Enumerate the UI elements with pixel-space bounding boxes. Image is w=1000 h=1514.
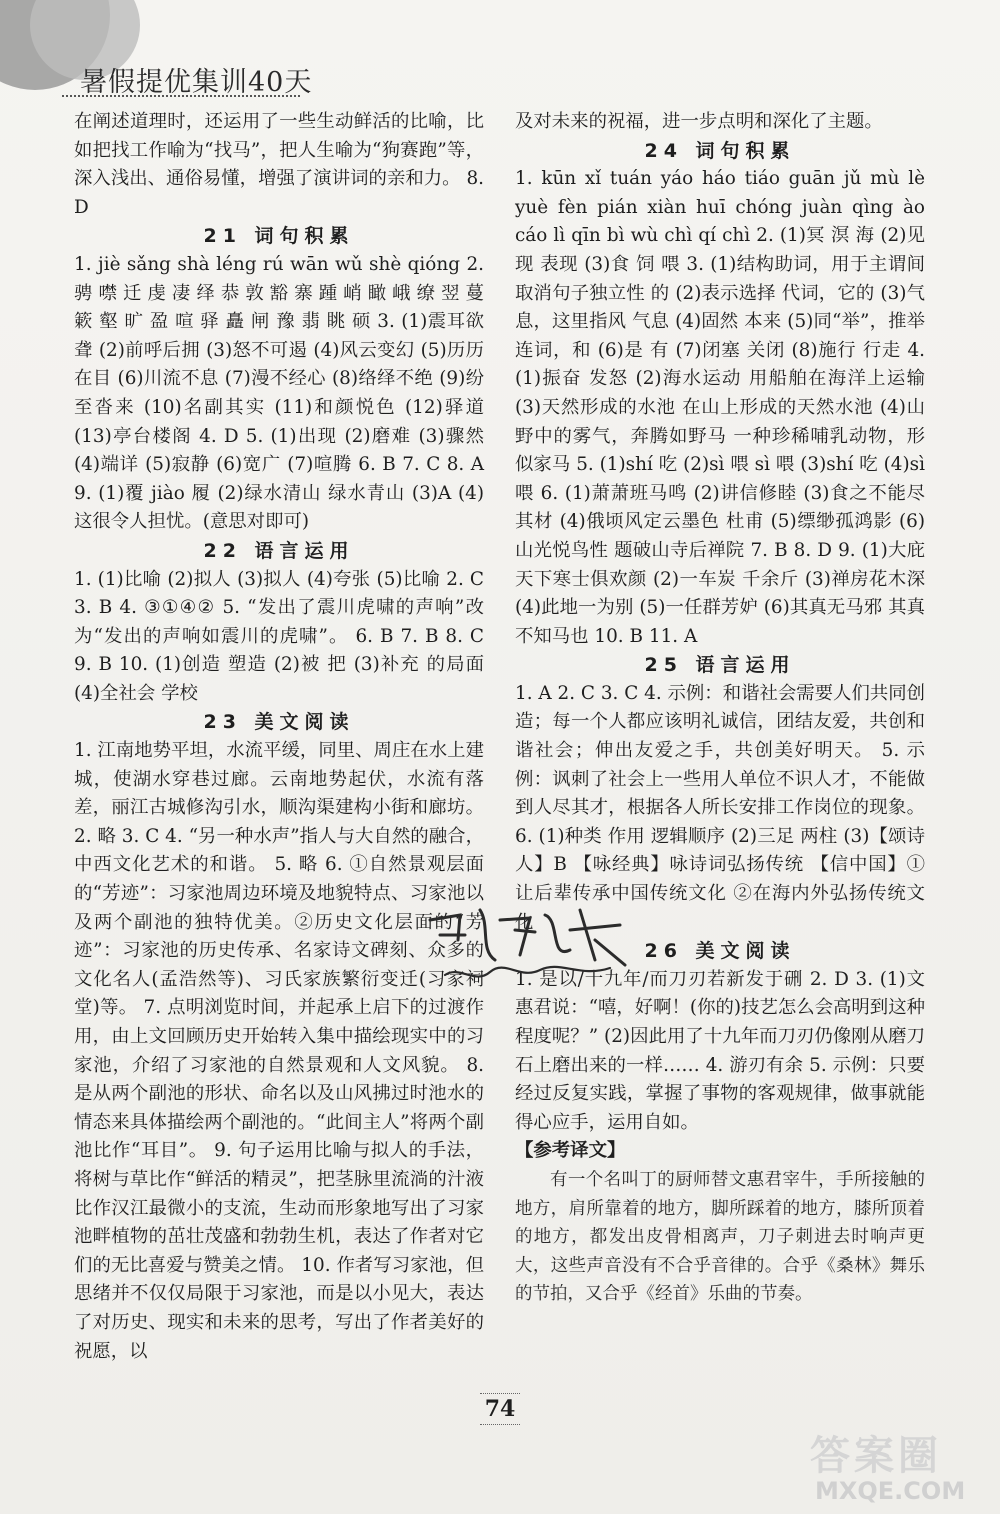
section-heading: 25 语言运用: [644, 654, 796, 677]
reference-translation-label: 【参考译文】: [515, 1140, 626, 1162]
watermark-stamp: 答案圈: [810, 1433, 942, 1479]
answer-paragraph: 1. A 2. C 3. C 4. 示例：和谐社会需要人们共同创造；每一个人都应该明礼诚信，团结友爱，共创和谐社会；伸出友爱之手，共创美好明天。 5. 示例：讽刺了社会上一些用人单位不识人才，不能做到人尽其才，根据各人所长安排工作岗位的现象。 6. (1)种类 作用 逻辑顺序 (2)三足 两柱 (3)【颂诗人】B 【咏经典】咏诗词弘扬传统 【信中国】①让后辈传承中国传统文化 ②在海内外弘扬传统文化: [515, 682, 926, 933]
section-heading: 24 词句积累: [644, 139, 796, 162]
answer-paragraph: 1. 是以/十九年/而刀刃若新发于硎 2. D 3. (1)文惠君说：“嘻，好啊！(你的)技艺怎么会高明到这种程度呢？” (2)因此用了十九年而刀刃仍像刚从磨刀石上磨出来的一样…… 4. 游刃有余 5. 示例：只要经过反复实践，掌握了事物的客观规律，做事就能得心应手，运用自如。: [515, 968, 925, 1133]
header-dotted-line: [62, 95, 300, 97]
book-title: 暑假提优集训40天: [80, 67, 313, 98]
watermark-url: MXQE.COM: [815, 1477, 966, 1505]
section-heading: 22 语言运用: [203, 539, 355, 562]
answer-paragraph: 1. (1)比喻 (2)拟人 (3)拟人 (4)夸张 (5)比喻 2. C 3. B 4. ③①④② 5. “发出了震川虎啸的声响”改为“发出的声响如震川的虎啸”。 6. B 7. B 8. C 9. B 10. (1)创造 塑造 (2)被 把 (3)补充 的局面 (4)全社会 学校: [74, 568, 484, 704]
answer-paragraph: 1. 江南地势平坦，水流平缓，同里、周庄在水上建城，使湖水穿巷过廊。云南地势起伏，水流有落差，丽江古城修沟引水，顺沟渠建构小街和廊坊。 2. 略 3. C 4. “另一种水声”指人与大自然的融合，中西文化艺术的和谐。 5. 略 6. ①自然景观层面的“芳迹”：习家池周边环境及地貌特点、习家池以及两个副池的独特优美。②历史文化层面的“芳迹”：习家池的历史传承、名家诗文碑刻、众多的文化名人(孟浩然等)、习氏家族繁衍变迁(习家祠堂)等。 7. 点明浏览时间，并起承上启下的过渡作用，由上文回顾历史开始转入集中描绘现实中的习家池，介绍了习家池的自然景观和人文风貌。 8. 是从两个副池的形状、命名以及山风拂过时池水的情态来具体描绘两个副池的。“此间主人”将两个副池比作“耳目”。 9. 句子运用比喻与拟人的手法，将树与草比作“鲜活的精灵”，把茎脉里流淌的汁液比作汉江最微小的支流，生动而形象地写出了习家池畔植物的茁壮茂盛和勃勃生机，表达了作者对它们的无比喜爱与赞美之情。 10. 作者写习家池，但思绪并不仅仅局限于习家池，而是以小见大，表达了对历史、现实和未来的思考，写出了作者美好的祝愿，以: [74, 740, 484, 1362]
left-column: [74, 108, 484, 1366]
page-number: 74: [480, 1393, 520, 1425]
section-heading: 23 美文阅读: [203, 711, 355, 734]
answer-paragraph: 及对未来的祝福，进一步点明和深化了主题。: [515, 111, 883, 132]
section-heading: 26 美文阅读: [644, 940, 796, 963]
section-heading: 21 词句积累: [203, 225, 355, 248]
answer-paragraph: 1. kūn xǐ tuán yáo háo tiáo guān jǔ mù lè yuè fèn pián xiàn huī chóng juàn qìng ào cáo lì qīn bì wù chì qí chì 2. (1)冥 溟 海 (2)见 现 表现 (3)食 饲 喂 3. (1)结构助词，用于主谓间取消句子独立性 的 (2)表示选择 代词，它的 (3)气息，这里指风 气息 (4)固然 本来 (5)同“举”，推举 连词，和 (6)是 有 (7)闭塞 关闭 (8)施行 行走 4. (1)振奋 发怒 (2)海水运动 用船舶在海洋上运输 (3)天然形成的水池 在山上形成的天然水池 (4)山野中的雾气，奔腾如野马 一种珍稀哺乳动物，形似家马 5. (1)shí 吃 (2)sì 喂 sì 喂 (3)shí 吃 (4)sì 喂 6. (1)萧萧班马鸣 (2)讲信修睦 (3)食之不能尽其材 (4)俄顷风定云墨色 杜甫 (5)缥缈孤鸿影 (6)山光悦鸟性 题破山寺后禅院 7. B 8. D 9. (1)大庇天下寒士俱欢颜 (2)一车炭 千余斤 (3)禅房花木深 (4)此地一为别 (5)一任群芳妒 (6)其真无马邪 其真不知马也 10. B 11. A: [515, 168, 925, 647]
answer-paragraph: 1. jiè sǎng shà léng rú wān wǔ shè qióng 2. 骋 噤 迁 虔 凄 绎 恭 敦 豁 寨 踵 峭 瞰 峨 缭 翌 蔓 簌 壑 旷 盈 喧 驿 矗 闸 豫 翡 眺 硕 3. (1)震耳欲聋 (2)前呼后拥 (3)怒不可遏 (4)风云变幻 (5)历历在目 (6)川流不息 (7)漫不经心 (8)络绎不绝 (9)纷至沓来 (10)名副其实 (11)和颜悦色 (12)驿道 (13)亭台楼阁 4. D 5. (1)出现 (2)磨难 (3)骤然 (4)端详 (5)寂静 (6)宽广 (7)喧腾 6. B 7. C 8. A 9. (1)覆 jiào 履 (2)绿水清山 绿水青山 (3)A (4)这很令人担忧。(意思对即可): [74, 253, 484, 533]
reference-translation-text: 有一个名叫丁的厨师替文惠君宰牛，手所接触的地方，肩所靠着的地方，脚所踩着的地方，膝所顶着的地方，都发出皮骨相离声，刀子刺进去时响声更大，这些声音没有不合乎音律的。合乎《桑林》舞乐的节拍，又合乎《经首》乐曲的节奏。: [515, 1169, 925, 1305]
right-column: [515, 108, 925, 1309]
answer-paragraph: 在阐述道理时，还运用了一些生动鲜活的比喻，比如把找工作喻为“找马”，把人生喻为“狗赛跑”等，深入浅出、通俗易懂，增强了演讲词的亲和力。 8. D: [74, 111, 484, 218]
handwritten-signature: [420, 880, 640, 1000]
